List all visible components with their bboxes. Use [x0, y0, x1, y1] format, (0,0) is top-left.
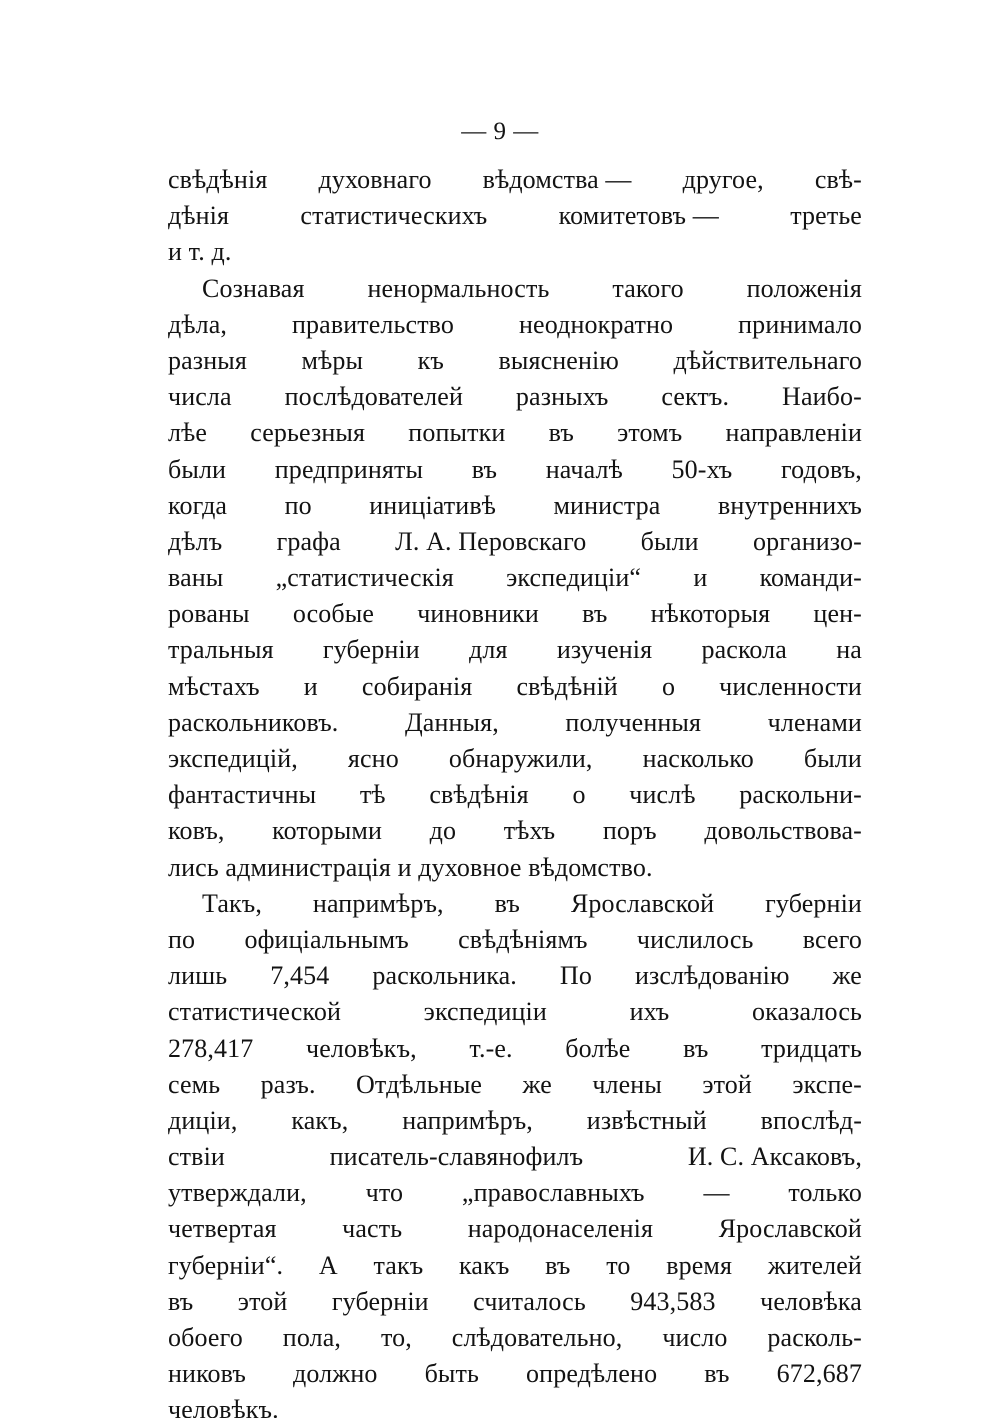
line-word: годовъ, — [780, 454, 862, 484]
line-word: ваны — [168, 563, 224, 593]
line-word: положенія — [746, 273, 862, 303]
line-word: ясно — [347, 744, 399, 773]
line-word: такъ — [373, 1250, 424, 1280]
line-word: вѣдомства — — [482, 165, 632, 194]
line-word: числа — [168, 382, 232, 412]
line-word: этой — [237, 1286, 288, 1316]
line-word: правительство — [291, 309, 455, 339]
line-word: — — [703, 1178, 730, 1208]
line-word: По — [559, 961, 592, 991]
line-word: министра — [553, 490, 661, 520]
text-line — [168, 560, 862, 596]
line-word: статистической — [168, 997, 342, 1027]
line-word: разныя — [168, 345, 247, 375]
line-word: экспедицій, — [168, 744, 298, 773]
line-word: губерніи — [331, 1286, 429, 1316]
line-word: губерніи — [765, 888, 862, 918]
line-word: обнаружили, — [448, 744, 593, 773]
line-word: семь — [168, 1069, 221, 1099]
line-word: серьезныя — [250, 418, 366, 448]
text-line — [168, 632, 862, 668]
line-word: тральныя — [168, 635, 274, 665]
line-word: 943,583 — [630, 1286, 716, 1316]
line-word: на — [836, 635, 862, 665]
line-word: „статистическія — [275, 563, 454, 593]
line-word: графа — [276, 526, 341, 556]
line-word: болѣе — [565, 1033, 631, 1063]
line-word: дѣнія — [168, 201, 230, 231]
line-word: началѣ — [545, 454, 623, 484]
line-word: жителей — [767, 1250, 862, 1280]
line-word: предприняты — [274, 454, 424, 484]
line-word: въ — [545, 1250, 571, 1280]
line-word: изслѣдованію — [634, 961, 790, 991]
text-line — [168, 741, 862, 777]
line-word: опредѣлено — [526, 1359, 658, 1389]
line-word: Ярославской — [570, 888, 715, 918]
line-word: какъ, — [291, 1105, 349, 1135]
page-folio: — 9 — — [461, 118, 539, 145]
text-line — [168, 198, 862, 234]
line-word: слѣдовательно, — [451, 1323, 623, 1352]
line-word: пола, — [282, 1323, 342, 1352]
text-line — [168, 669, 862, 705]
text-line — [168, 1175, 862, 1211]
line-word: были — [168, 454, 227, 484]
line-word: число — [662, 1323, 728, 1352]
text-line — [168, 1139, 862, 1175]
line-word: Наибо- — [782, 382, 862, 412]
line-word: А — [318, 1250, 338, 1280]
line-word: Отдѣльные — [356, 1069, 483, 1099]
line-word: губерніи — [322, 635, 420, 665]
line-word: другое, — [682, 165, 764, 194]
text-line — [168, 343, 862, 379]
line-word: къ — [417, 345, 444, 375]
line-word: считалось — [473, 1286, 586, 1316]
text-line — [168, 1356, 862, 1392]
line-word: 50-хъ — [671, 454, 733, 484]
line-word: о — [572, 780, 586, 810]
line-word: иниціативѣ — [369, 490, 496, 520]
line-word: напримѣръ, — [402, 1105, 533, 1135]
text-line: и т. д. — [168, 237, 232, 267]
line-word: по — [284, 490, 312, 520]
line-word: такого — [612, 273, 684, 303]
line-word: расколь- — [767, 1323, 862, 1352]
line-word: сектъ. — [661, 382, 730, 412]
line-word: нѣкоторыя — [650, 599, 771, 629]
line-word: то, — [380, 1323, 412, 1352]
line-word: и — [693, 563, 708, 593]
line-word: о — [661, 671, 676, 701]
line-word: всего — [802, 924, 862, 954]
line-word: духовнаго — [318, 165, 432, 194]
paragraph — [168, 162, 862, 271]
line-word: время — [666, 1250, 733, 1280]
line-word: напримѣръ, — [312, 888, 444, 918]
line-word: часть — [342, 1214, 403, 1244]
line-word: что — [365, 1178, 404, 1208]
line-word: лишь — [168, 961, 228, 991]
line-word: т.-е. — [469, 1033, 513, 1063]
line-word: были — [803, 744, 862, 773]
line-word: были — [640, 526, 699, 556]
text-line — [168, 488, 862, 524]
line-word: только — [788, 1178, 862, 1208]
body-text-block — [168, 162, 862, 1418]
line-word: изученія — [556, 635, 653, 665]
line-word: свѣдѣнія — [168, 165, 268, 194]
line-word: дѣлъ — [168, 526, 223, 556]
line-word: чиновники — [417, 599, 539, 629]
line-word: внутреннихъ — [717, 490, 862, 520]
line-word: которыми — [272, 816, 383, 846]
text-line — [168, 922, 862, 958]
line-word: когда — [168, 490, 228, 520]
line-word: 278,417 — [168, 1033, 254, 1063]
line-word: Такъ, — [202, 888, 263, 918]
line-word: въ — [494, 888, 520, 918]
text-line — [168, 886, 862, 922]
line-word: комитетовъ — — [558, 201, 719, 231]
line-word: какъ — [459, 1250, 510, 1280]
line-word: свѣдѣніямъ — [458, 924, 588, 954]
line-word: офиціальнымъ — [244, 924, 409, 954]
line-word: лѣе — [168, 418, 208, 448]
line-word: раскольни- — [739, 780, 862, 810]
text-line — [168, 596, 862, 632]
line-word: человѣкъ, — [306, 1033, 417, 1063]
line-word: мѣры — [301, 345, 364, 375]
line-word: никовъ — [168, 1359, 246, 1389]
line-word: экспедиціи“ — [506, 563, 642, 593]
line-word: свѣдѣній — [516, 671, 618, 701]
line-word: въ — [683, 1033, 709, 1063]
text-line — [168, 1103, 862, 1139]
line-word: фантастичны — [168, 780, 317, 810]
text-line — [168, 1031, 862, 1067]
line-word: диціи, — [168, 1105, 238, 1135]
line-word: Сознавая — [202, 273, 305, 303]
text-line: лись администрація и духовное вѣдомство. — [168, 852, 653, 882]
line-word: въ — [471, 454, 498, 484]
line-word: поръ — [602, 816, 657, 846]
line-word: принимало — [738, 309, 862, 339]
text-line — [168, 524, 862, 560]
line-word: оказалось — [751, 997, 862, 1027]
line-word: по — [168, 924, 196, 954]
line-word: утверждали, — [168, 1178, 307, 1208]
text-line — [168, 162, 862, 198]
line-word: ихъ — [629, 997, 670, 1027]
line-word: въ — [168, 1286, 194, 1316]
paragraph — [168, 886, 862, 1418]
line-word: цен- — [813, 599, 862, 629]
line-word: полученныя — [565, 707, 702, 737]
line-word: организо- — [752, 526, 862, 556]
line-word: Ярославской — [718, 1214, 862, 1244]
line-word: Л. А. Перовскаго — [395, 526, 587, 556]
text-line — [168, 415, 862, 451]
line-word: раскольника. — [372, 961, 517, 991]
line-word: ковъ, — [168, 816, 225, 846]
line-word: человѣка — [760, 1286, 862, 1316]
line-word: неоднократно — [519, 309, 674, 339]
line-word: въ — [548, 418, 574, 448]
line-word: писатель-славянофилъ — [329, 1142, 584, 1172]
line-word: ненормальность — [367, 273, 550, 303]
line-word: направленіи — [725, 418, 862, 448]
line-word: же — [522, 1069, 552, 1099]
line-word: особые — [292, 599, 375, 629]
line-word: до — [429, 816, 457, 846]
line-word: послѣдователей — [284, 382, 463, 412]
line-word: статистическихъ — [300, 201, 488, 231]
text-line — [168, 379, 862, 415]
line-word: дѣйствительнаго — [673, 345, 862, 375]
text-line — [168, 813, 862, 849]
line-word: же — [832, 961, 862, 991]
text-line — [168, 452, 862, 488]
text-line — [168, 994, 862, 1030]
line-word: числѣ — [629, 780, 696, 810]
line-word: обоего — [168, 1323, 243, 1352]
line-word: довольствова- — [704, 816, 862, 846]
line-word: членами — [767, 707, 862, 737]
line-word: тѣ — [359, 780, 386, 810]
line-word: извѣстный — [586, 1105, 707, 1135]
text-line — [168, 958, 862, 994]
text-line — [168, 705, 862, 741]
line-word: ствіи — [168, 1142, 225, 1172]
line-word: тридцать — [761, 1033, 862, 1063]
line-word: быть — [424, 1359, 479, 1389]
text-line — [168, 1284, 862, 1320]
line-word: члены — [592, 1069, 662, 1099]
text-line: человѣкъ. — [168, 1395, 279, 1418]
line-word: мѣстахъ — [168, 671, 260, 701]
line-word: Данныя, — [404, 707, 499, 737]
text-line — [168, 1248, 862, 1284]
line-word: насколько — [642, 744, 754, 773]
line-word: экспе- — [792, 1069, 862, 1099]
line-word: тѣхъ — [503, 816, 556, 846]
line-word: дѣла, — [168, 309, 228, 339]
line-word: „православныхъ — [461, 1178, 645, 1208]
line-word: команди- — [759, 563, 862, 593]
line-word: свѣ- — [814, 165, 862, 194]
paragraph — [168, 271, 862, 886]
text-line — [168, 1067, 862, 1103]
line-word: И. С. Аксаковъ, — [687, 1142, 862, 1172]
line-word: собиранія — [361, 671, 473, 701]
line-word: то — [606, 1250, 631, 1280]
line-word: этомъ — [617, 418, 683, 448]
text-line — [168, 307, 862, 343]
text-line — [168, 1211, 862, 1247]
line-word: разныхъ — [515, 382, 609, 412]
line-word: выясненію — [498, 345, 619, 375]
text-line — [168, 777, 862, 813]
line-word: рованы — [168, 599, 250, 629]
line-word: должно — [293, 1359, 378, 1389]
text-line — [168, 271, 862, 307]
line-word: и — [303, 671, 318, 701]
line-word: третье — [790, 201, 862, 231]
line-word: въ — [582, 599, 608, 629]
line-word: для — [469, 635, 508, 665]
line-word: 7,454 — [270, 961, 330, 991]
line-word: раскола — [701, 635, 787, 665]
text-line — [168, 1320, 862, 1356]
line-word: народонаселенія — [467, 1214, 654, 1244]
line-word: этой — [702, 1069, 752, 1099]
line-word: экспедиціи — [423, 997, 547, 1027]
line-word: разъ. — [260, 1069, 316, 1099]
line-word: числилось — [636, 924, 754, 954]
line-word: губерніи“. — [168, 1250, 284, 1280]
line-word: раскольниковъ. — [168, 707, 339, 737]
line-word: свѣдѣнія — [429, 780, 529, 810]
line-word: численности — [719, 671, 862, 701]
line-word: 672,687 — [776, 1359, 862, 1389]
line-word: впослѣд- — [760, 1105, 862, 1135]
line-word: въ — [704, 1359, 730, 1389]
line-word: четвертая — [168, 1214, 277, 1244]
line-word: попытки — [408, 418, 506, 448]
